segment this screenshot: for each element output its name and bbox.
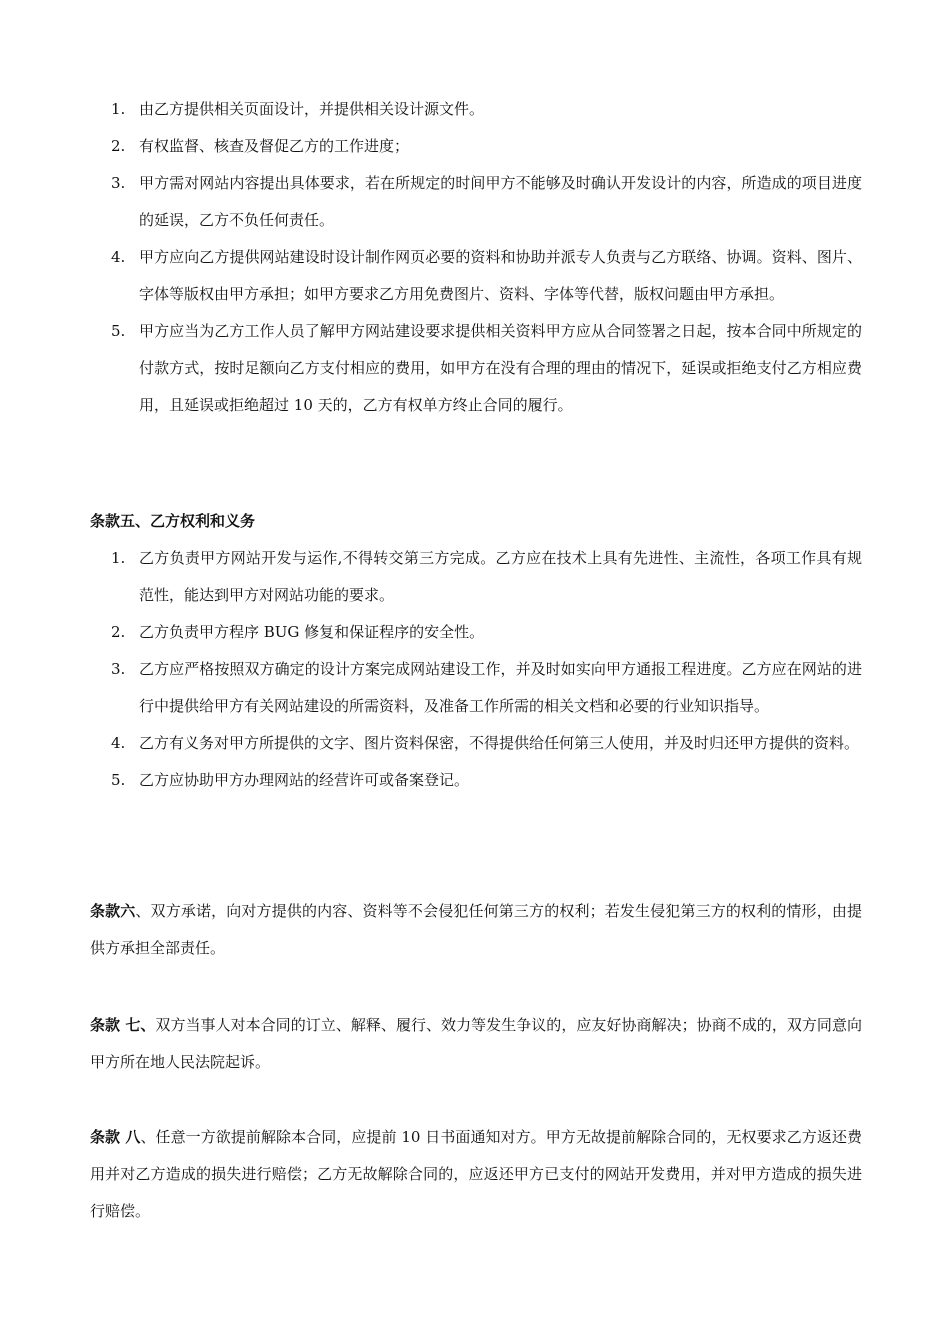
item-text: 乙方应严格按照双方确定的设计方案完成网站建设工作，并及时如实向甲方通报工程进度。乙方应在网站的进行中提供给甲方有关网站建设的所需资料，及准备工作所需的相关文档和必要的行业知识指导。 [139,660,862,715]
item-text: 由乙方提供相关页面设计，并提供相关设计源文件。 [139,100,485,118]
section4-list [0,91,950,424]
item-text: 甲方应当为乙方工作人员了解甲方网站建设要求提供相关资料甲方应从合同签署之日起，按本合同中所规定的付款方式，按时足额向乙方支付相应的费用，如甲方在没有合理的理由的情况下，延误或拒绝支付乙方相应费用，且延误或拒绝超过 10 天的，乙方有权单方终止合同的履行。 [139,322,862,414]
item-text: 乙方有义务对甲方所提供的文字、图片资料保密，不得提供给任何第三人使用，并及时归还甲方提供的资料。 [139,734,860,752]
section5-list [0,540,950,799]
item-text: 乙方应协助甲方办理网站的经营许可或备案登记。 [139,771,470,789]
clause-text: 、任意一方欲提前解除本合同，应提前 10 日书面通知对方。甲方无故提前解除合同的，无权要求乙方返还费用并对乙方造成的损失进行赔偿；乙方无故解除合同的，应返还甲方已支付的网站开发费用，并对甲方造成的损失进行赔偿。 [90,1128,862,1220]
item-number: 1. [111,100,126,118]
item-number: 3. [111,174,126,192]
clause-6 [90,893,862,967]
item-text: 甲方应向乙方提供网站建设时设计制作网页必要的资料和协助并派专人负责与乙方联络、协调。资料、图片、字体等版权由甲方承担；如甲方要求乙方用免费图片、资料、字体等代替，版权问题由甲方承担。 [139,248,862,303]
item-number: 2. [111,623,126,641]
list-item [0,91,950,128]
clause-label: 条款 八 [90,1128,141,1146]
clause-text: 双方当事人对本合同的订立、解释、履行、效力等发生争议的，应友好协商解决；协商不成的，双方同意向甲方所在地人民法院起诉。 [90,1016,862,1071]
list-item [0,128,950,165]
item-text: 乙方负责甲方程序 BUG 修复和保证程序的安全性。 [139,623,485,641]
item-text: 有权监督、核查及督促乙方的工作进度； [139,137,410,155]
list-item [0,313,950,424]
clause-8 [90,1119,862,1230]
list-item [0,239,950,313]
item-text: 乙方负责甲方网站开发与运作,不得转交第三方完成。乙方应在技术上具有先进性、主流性，各项工作具有规范性，能达到甲方对网站功能的要求。 [139,549,862,604]
section5-heading: 条款五、乙方权利和义务 [90,512,256,530]
list-item [0,762,950,799]
item-number: 3. [111,660,126,678]
clause-label: 条款六 [90,902,136,920]
item-number: 5. [111,322,126,340]
list-item [0,725,950,762]
item-number: 5. [111,771,126,789]
list-item [0,651,950,725]
item-number: 1. [111,549,126,567]
item-number: 4. [111,734,126,752]
item-text: 甲方需对网站内容提出具体要求，若在所规定的时间甲方不能够及时确认开发设计的内容，所造成的项目进度的延误，乙方不负任何责任。 [139,174,862,229]
list-item [0,614,950,651]
clause-text: 、双方承诺，向对方提供的内容、资料等不会侵犯任何第三方的权利；若发生侵犯第三方的权利的情形，由提供方承担全部责任。 [90,902,862,957]
list-item [0,165,950,239]
clause-7 [90,1007,862,1081]
list-item [0,540,950,614]
item-number: 2. [111,137,126,155]
item-number: 4. [111,248,126,266]
clause-label: 条款 七、 [90,1016,156,1034]
